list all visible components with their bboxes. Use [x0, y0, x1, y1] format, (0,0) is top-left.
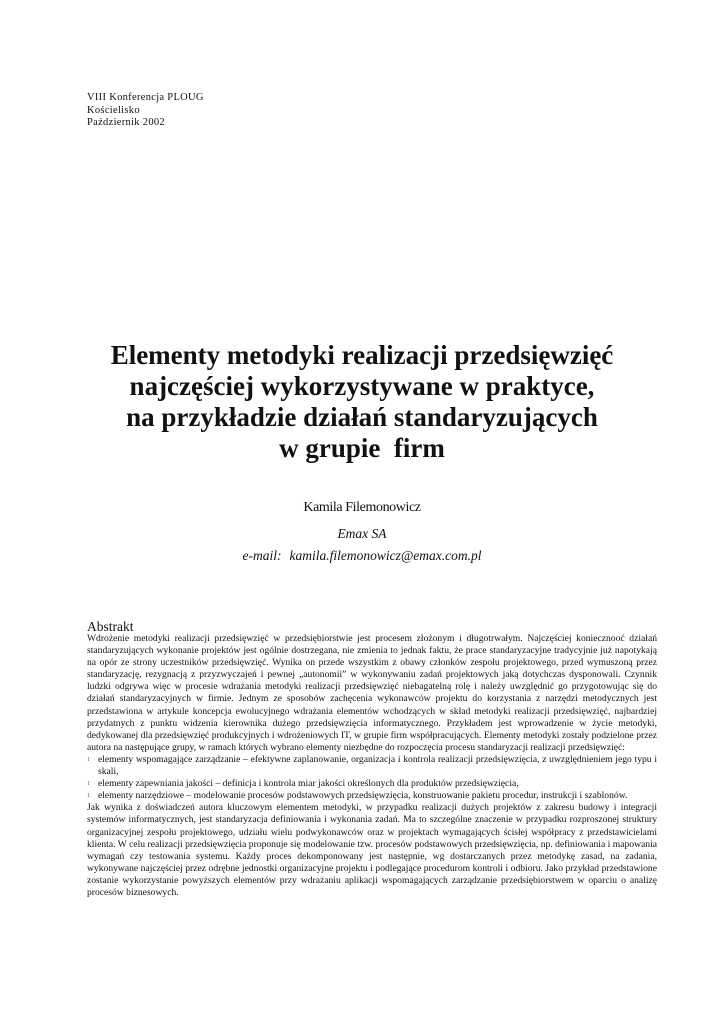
abstract-body: [87, 633, 657, 899]
list-item: [87, 754, 657, 778]
title-line-4: w grupie firm: [279, 433, 445, 463]
abstract-heading: Abstrakt: [87, 619, 134, 634]
conference-name: VIII Konferencja PLOUG: [87, 92, 204, 103]
abstract-paragraph-1: Wdrożenie metodyki realizacji przedsięwzięć w przedsiębiorstwie jest procesem złożonym i długotrwałym. Najczęściej koniecznooć działań standaryzujących wykonanie projektów jest ogólnie dostrzegana, nie zmienia to jednak faktu, że prace standaryzacyjne tradycyjnie już napotykają na opór ze strony uczestników przedsięwzięć. Wynika on przede wszystkim z obawy członków zespołu projektowego, przed wymuszoną przez standaryzację, rezygnacją z przyzwyczajeń i pewnej „autonomii” w wykonywaniu zadań projektowych jaką dotychczas dysponowali. Czynnik ludzki odgrywa więc w procesie wdrażania metodyki realizacji przedsięwzięć niebagatelną rolę i należy uwzględnić go przygotowując się do działań standaryzacyjnych w firmie. Jednym ze sposobów zachęcenia wykonawców projektu do korzystania z narzędzi metodycznych jest przedstawiona w artykule koncepcja ewolucyjnego wdrażania elementów wchodzących w skład metodyki realizacji przedsięwzięć, najbardziej przydatnych z punktu widzenia kierownika dużego przedsięwzięcia informatycznego. Przykładem jest wprowadzenie w życie metodyki, dedykowanej dla przedsięwzięć produkcyjnych i wdrożeniowych IT, w grupie firm współpracujących. Elementy metodyki zostały podzielone przez autora na następujące grupy, w ramach których wybrano elementy niezbędne do rozpoczęcia procesu standaryzacji realizacji przedsięwzięć:: [87, 633, 657, 753]
bullet-marker: 1: [87, 793, 90, 800]
conference-location: Kościelisko: [87, 104, 140, 116]
bullet-text: elementy zapewniania jakości – definicja i kontrola miar jakości określonych dla produktów przedsięwzięcia,: [98, 778, 519, 790]
author-affiliation: Emax SA: [337, 526, 387, 541]
author-name: Kamila Filemonowicz: [303, 500, 421, 515]
title-line-3: na przykładzie działań standaryzujących: [126, 402, 598, 432]
list-item: [87, 778, 657, 790]
bullet-text: elementy wspomagające zarządzanie – efektywne zaplanowanie, organizacja i kontrola realizacji przedsięwzięcia, z uwzględnieniem jego typu i skali,: [98, 753, 657, 778]
conference-header: [87, 92, 204, 130]
bullet-marker: 1: [87, 756, 90, 763]
title-line-1: Elementy metodyki realizacji przedsięwzięć: [110, 340, 614, 370]
bullet-text: elementy narzędziowe – modelowanie procesów podstawowych przedsięwzięcia, konstruowanie pakietu procedur, instrukcji i szablonów.: [98, 790, 628, 802]
title-line-2: najczęściej wykorzystywane w praktyce,: [129, 371, 595, 401]
email-label: e-mail:: [242, 548, 282, 563]
abstract-paragraph-2: Jak wynika z doświadczeń autora kluczowym elementem metodyki, w przypadku realizacji dużych projektów z zakresu budowy i integracji systemów informatycznych, jest standaryzacja definiowania i wykonania zadań. Ma to szczególne znaczenie w przypadku rozproszonej struktury organizacyjnej zespołu projektowego, udziału wielu podwykonawców oraz w projektach wymagających ścisłej współpracy z przedstawicielami klienta. W celu realizacji przedsięwzięcia proponuje się modelowanie tzw. procesów podstawowych przedsięwzięcia, np. definiowania i mapowania wymagań czy testowania systemu. Każdy proces dekomponowany jest następnie, wg dostarczanych przez metodykę zasad, na zadania, wykonywane najczęściej przez odrębne jednostki organizacyjne projektu i podlegające procedurom kontroli i odbioru. Jako przykład przedstawione zostanie wykorzystanie powyższych elementów przy wdrażaniu aplikacji wspomagających zarządzanie przedsiębiorstwem w oparciu o analizę procesów biznesowych.: [87, 802, 657, 898]
paper-title: [40, 340, 684, 464]
author-email: kamila.filemonowicz@emax.com.pl: [289, 548, 482, 563]
bullet-marker: 1: [87, 781, 90, 788]
abstract-bullet-list: [87, 754, 657, 802]
list-item: [87, 790, 657, 802]
conference-date: Październik 2002: [87, 117, 165, 128]
author-email-line: [0, 548, 724, 564]
